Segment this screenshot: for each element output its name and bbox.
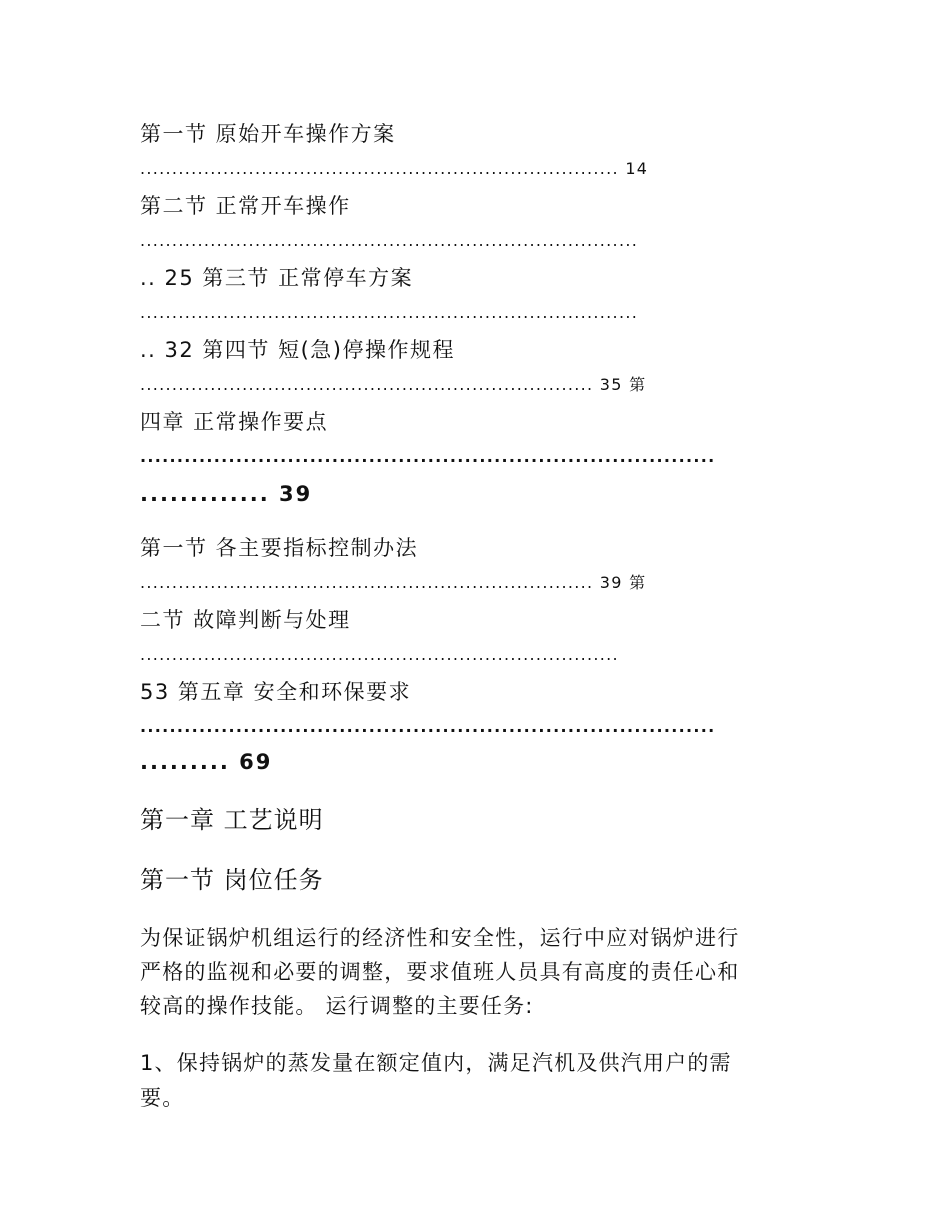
- paragraph-line: 为保证锅炉机组运行的经济性和安全性，运行中应对锅炉进行: [140, 926, 740, 950]
- toc-leader: ....................................................................... 35 第: [140, 375, 647, 394]
- toc-entry: .. 25 第三节 正常停车方案: [140, 266, 414, 290]
- list-item-line: 要。: [140, 1086, 185, 1110]
- toc-leader-bold: ..............................................................................: [140, 447, 716, 466]
- toc-leader: ........................................................................... 14: [140, 159, 649, 178]
- toc-leader: ..............................................................................: [140, 231, 639, 250]
- list-item-line: 1、保持锅炉的蒸发量在额定值内，满足汽机及供汽用户的需: [140, 1051, 732, 1075]
- toc-entry: .. 32 第四节 短(急)停操作规程: [140, 338, 455, 362]
- toc-page-number-bold: ............. 39: [140, 482, 313, 506]
- paragraph-line: 较高的操作技能。 运行调整的主要任务:: [140, 994, 534, 1018]
- toc-entry: 第一节 原始开车操作方案: [140, 122, 396, 146]
- toc-leader: ....................................................................... 39 第: [140, 573, 647, 592]
- toc-entry: 第二节 正常开车操作: [140, 194, 351, 218]
- toc-leader-bold: ..............................................................................: [140, 717, 716, 736]
- chapter-title: 第一章 工艺说明: [140, 806, 324, 834]
- toc-entry: 四章 正常操作要点: [140, 410, 329, 434]
- toc-leader: ...........................................................................: [140, 645, 619, 664]
- toc-leader: ..............................................................................: [140, 303, 639, 322]
- toc-entry: 53 第五章 安全和环保要求: [140, 680, 412, 704]
- section-title: 第一节 岗位任务: [140, 866, 324, 894]
- toc-entry: 二节 故障判断与处理: [140, 608, 351, 632]
- toc-entry: 第一节 各主要指标控制办法: [140, 536, 419, 560]
- paragraph-line: 严格的监视和必要的调整，要求值班人员具有高度的责任心和: [140, 960, 740, 984]
- toc-page-number-bold: ......... 69: [140, 750, 273, 774]
